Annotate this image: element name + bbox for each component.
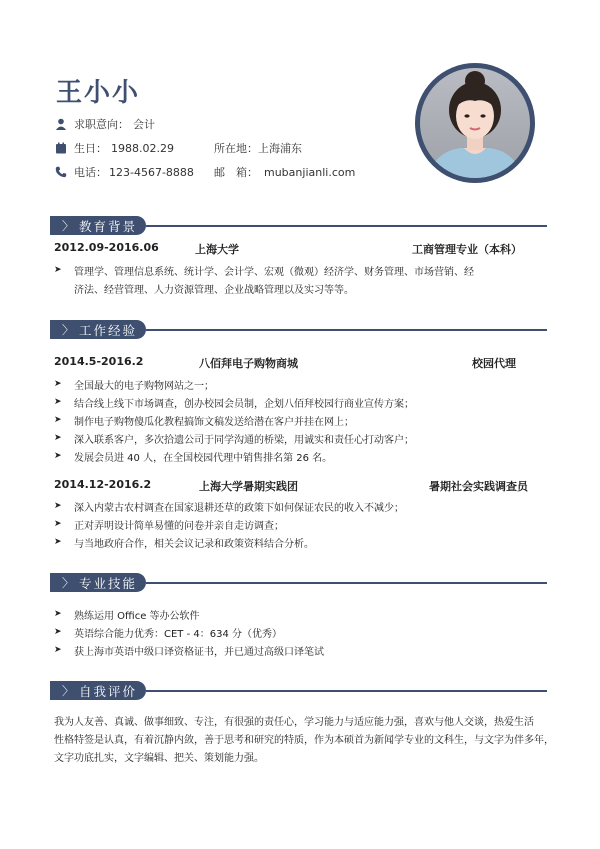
section-work-title: 工作经验 xyxy=(79,322,138,338)
section-work-tab xyxy=(50,320,146,339)
info-job xyxy=(55,116,155,132)
list-item xyxy=(54,395,414,409)
section-self-tab xyxy=(50,681,146,700)
phone-label: 电话： xyxy=(74,166,107,179)
work-1-role: 校园代理 xyxy=(472,357,516,370)
work-2-item-3: 与当地政府合作，相关会议记录和政策资料结合分析。 xyxy=(74,538,314,550)
location-label: 所在地： xyxy=(214,142,258,155)
chevron-right-icon: ➤ xyxy=(54,501,62,511)
chevron-right-icon: ➤ xyxy=(54,397,62,407)
email-label: 邮 箱： xyxy=(214,166,258,179)
phone-icon xyxy=(55,166,67,178)
education-header-row xyxy=(54,241,522,256)
chevron-right-icon: ➤ xyxy=(54,433,62,443)
location-value: 上海浦东 xyxy=(258,142,302,155)
list-item xyxy=(54,449,332,463)
info-birth xyxy=(55,140,174,156)
education-courses-line1: 管理学、管理信息系统、统计学、会计学、宏观（微观）经济学、财务管理、市场营销、经 xyxy=(74,266,474,278)
section-skills-tab xyxy=(50,573,146,592)
education-school: 上海大学 xyxy=(195,243,239,256)
chevron-right-icon: ➤ xyxy=(54,609,62,619)
chevron-right-icon: ➤ xyxy=(54,265,62,275)
skill-item-3: 获上海市英语中级口译资格证书，并已通过高级口译笔试 xyxy=(74,646,324,658)
work-1-item-3: 制作电子购物傻瓜化教程搞饰文稿发送给潜在客户并挂在网上； xyxy=(74,416,354,428)
list-item xyxy=(54,431,414,445)
work-2-item-1: 深入内蒙古农村调查在国家退耕还草的政策下如何保证农民的收入不减少； xyxy=(74,502,404,514)
chevron-right-icon: 〉 xyxy=(62,684,75,698)
work-2-period: 2014.12-2016.2 xyxy=(54,478,152,491)
section-work-header xyxy=(50,320,547,339)
portrait-image xyxy=(420,68,530,178)
divider xyxy=(146,690,547,692)
section-self-title: 自我评价 xyxy=(79,683,138,699)
chevron-right-icon: ➤ xyxy=(54,645,62,655)
self-eval-line3: 文字功底扎实，文字编辑、把关、策划能力强。 xyxy=(54,753,264,764)
candidate-name: 王小小 xyxy=(56,78,141,108)
info-email xyxy=(214,164,355,180)
list-item xyxy=(54,625,282,639)
work-2-item-2: 正对弄明设计简单易懂的问卷并亲自走访调查； xyxy=(74,520,284,532)
list-item xyxy=(54,499,404,513)
divider xyxy=(146,582,547,584)
self-eval-line2: 性格特签是认真，有着沉静内敛，善于思考和研究的特质，作为本硕首为新闻学专业的文科生，与文字为伴多年， xyxy=(54,735,554,746)
chevron-right-icon: ➤ xyxy=(54,379,62,389)
birth-value: 1988.02.29 xyxy=(111,141,174,155)
divider xyxy=(146,329,547,331)
chevron-right-icon: 〉 xyxy=(62,323,75,337)
calendar-icon xyxy=(55,142,67,154)
birth-label: 生日： xyxy=(74,142,107,155)
work-1-item-2: 结合线上线下市场调查，创办校园会员制，企划八佰拜校园行商业宣传方案； xyxy=(74,398,414,410)
chevron-right-icon: ➤ xyxy=(54,537,62,547)
education-period: 2012.09-2016.06 xyxy=(54,241,159,254)
divider xyxy=(146,225,547,227)
work-1-item-4: 深入联系客户，多次拾遗公司于同学沟通的桥梁，用诚实和责任心打动客户； xyxy=(74,434,414,446)
education-courses-line2: 济法、经营管理、人力资源管理、企业战略管理以及实习等等。 xyxy=(74,285,354,296)
self-eval-line1: 我为人友善、真诚、做事细致、专注，有很强的责任心，学习能力与适应能力强，喜欢与他人交谈，热爱生活 xyxy=(54,717,534,728)
list-item xyxy=(54,517,284,531)
list-item xyxy=(54,413,354,427)
work-1-header-row xyxy=(54,355,514,369)
job-label: 求职意向： xyxy=(74,118,129,131)
education-courses xyxy=(54,263,474,277)
work-2-role: 暑期社会实践调查员 xyxy=(429,480,528,493)
education-major: 工商管理专业（本科） xyxy=(412,243,522,256)
section-skills-title: 专业技能 xyxy=(79,575,138,591)
chevron-right-icon: 〉 xyxy=(62,219,75,233)
work-2-company: 上海大学暑期实践团 xyxy=(199,480,298,493)
section-education-header xyxy=(50,216,547,235)
chevron-right-icon: ➤ xyxy=(54,627,62,637)
list-item xyxy=(54,643,324,657)
work-1-company: 八佰拜电子购物商城 xyxy=(199,357,298,370)
work-1-item-5: 发展会员进 40 人，在全国校园代理中销售排名第 26 名。 xyxy=(74,452,333,464)
skill-item-1: 熟练运用 Office 等办公软件 xyxy=(74,610,200,622)
section-education-title: 教育背景 xyxy=(79,218,138,234)
email-value: mubanjianli.com xyxy=(264,165,356,179)
profile-photo xyxy=(415,63,535,183)
chevron-right-icon: 〉 xyxy=(62,576,75,590)
chevron-right-icon: ➤ xyxy=(54,451,62,461)
chevron-right-icon: ➤ xyxy=(54,415,62,425)
work-1-period: 2014.5-2016.2 xyxy=(54,355,144,368)
list-item xyxy=(54,607,200,621)
section-education-tab xyxy=(50,216,146,235)
section-skills-header xyxy=(50,573,547,592)
list-item xyxy=(54,535,314,549)
info-location xyxy=(214,140,302,156)
phone-value: 123-4567-8888 xyxy=(109,165,194,179)
chevron-right-icon: ➤ xyxy=(54,519,62,529)
skill-item-2: 英语综合能力优秀：CET - 4：634 分（优秀） xyxy=(74,628,283,640)
list-item xyxy=(54,377,214,391)
job-value: 会计 xyxy=(133,118,155,131)
section-self-header xyxy=(50,681,547,700)
work-1-item-1: 全国最大的电子购物网站之一； xyxy=(74,380,214,392)
work-2-header-row xyxy=(54,478,528,493)
person-icon xyxy=(55,118,67,130)
info-phone xyxy=(55,164,194,180)
